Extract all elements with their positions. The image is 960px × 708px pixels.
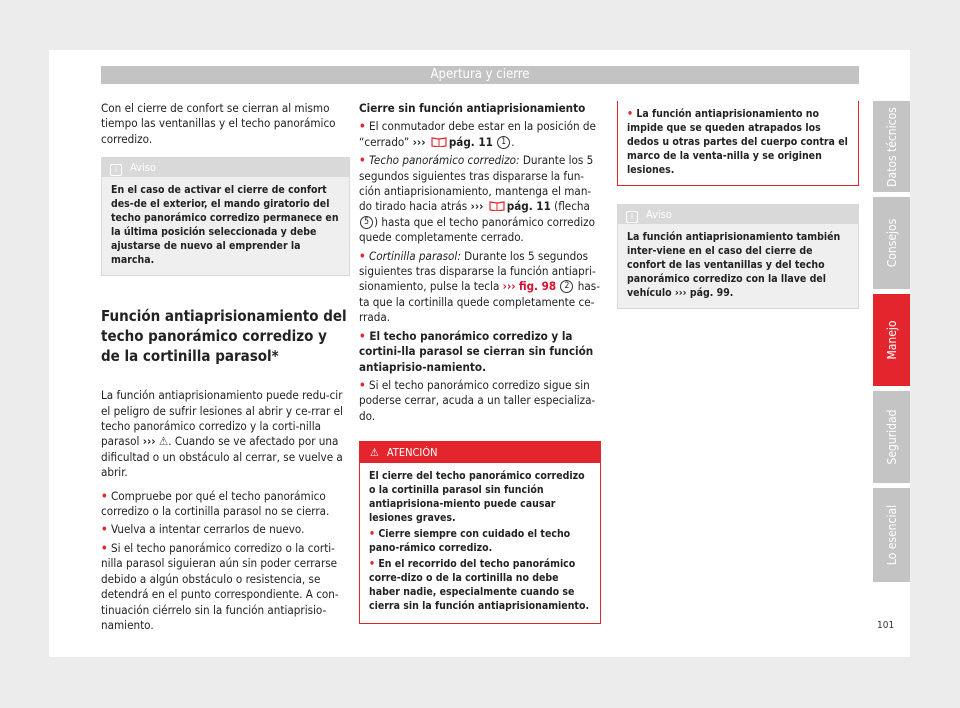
callout-number: 2 xyxy=(560,280,573,293)
callout-number: 1 xyxy=(497,136,510,149)
atencion-text: El cierre del techo panorámico corredizo o la cortinilla parasol sin función antiaprisiona-miento puede causar lesiones graves. xyxy=(369,470,585,525)
book-icon xyxy=(431,136,447,147)
bullet-text: En el recorrido del techo panorámico corre-dizo o de la cortinilla no debe haber nadie, especialmente cuando se cierra sin la función antiaprisionamiento. xyxy=(369,558,590,613)
atencion-header xyxy=(360,442,600,463)
info-icon: i xyxy=(626,211,638,223)
tab-label: Datos técnicos xyxy=(884,106,899,187)
aviso-title: Aviso xyxy=(130,161,156,175)
bullet-text: El conmutador debe estar en la posición de “cerrado” xyxy=(359,119,596,149)
bullet-icon: • xyxy=(101,540,108,555)
aviso-header xyxy=(618,205,858,224)
bullet-text: has-ta que la cortinilla quede completamente ce-rrada. xyxy=(359,279,600,325)
bullet-icon: • xyxy=(369,528,376,541)
column-3 xyxy=(617,101,859,309)
tab-lo-esencial[interactable] xyxy=(873,488,910,582)
bullet-item xyxy=(101,541,350,633)
bullet-item xyxy=(101,489,350,520)
arrows: ››› xyxy=(412,134,426,149)
column-2 xyxy=(359,101,601,624)
aviso-box xyxy=(101,157,350,276)
arrows: ››› xyxy=(142,434,156,449)
bullet-text: ) hasta que el techo panorámico corredizo quede completamente cerrado. xyxy=(359,214,595,245)
atencion-continuation xyxy=(617,101,859,186)
bullet-icon: • xyxy=(359,377,366,392)
aviso-box xyxy=(617,204,859,309)
p2-text-b: . Cuando se ve afectado por una dificultad o un obstáculo al cerrar, se vuelve a abrir. xyxy=(101,434,343,480)
bullet-text: Durante los 5 segundos siguientes tras dispararse la fun-ción antiaprisionamiento, mantenga el man-do tirado hacia atrás xyxy=(359,153,594,214)
bullet-lead: Techo panorámico corredizo: xyxy=(368,153,520,168)
atencion-title: ATENCIÓN xyxy=(386,446,438,460)
bullet-text: Vuelva a intentar cerrarlos de nuevo. xyxy=(110,522,305,537)
warning-triangle-icon: ⚠ xyxy=(370,446,379,460)
bullet-item: • El conmutador debe estar en la posición de “cerrado” ››› pág. 11 1 . xyxy=(359,119,596,149)
bullet-icon: • xyxy=(359,248,366,263)
info-icon: i xyxy=(110,164,122,176)
arrows: ››› xyxy=(674,287,687,299)
bullet-text: La función antiaprisionamiento no impide que se queden atrapados los dedos u otras partes del cuerpo contra el marco de la venta-nilla y se originen lesiones. xyxy=(627,108,848,176)
bullet-text: Si el techo panorámico corredizo sigue sin poderse cerrar, acuda a un taller especializa-do. xyxy=(359,377,596,423)
tab-manejo[interactable] xyxy=(873,294,910,386)
bullet-item xyxy=(359,329,601,375)
tab-label: Consejos xyxy=(884,218,899,268)
bullet-text: Durante los 5 segundos siguientes tras dispararse la función antiapri-sionamiento, pulse la tecla xyxy=(359,248,596,294)
bullet-text: Si el techo panorámico corredizo o la corti-nilla parasol siguieran aún sin poder cerrarse debido a algún obstáculo o resistencia, se detendrá en el punto correspondiente. A con-tinuación ciérrelo sin la función antiaprisio-namiento. xyxy=(101,540,339,632)
tab-label: Seguridad xyxy=(884,409,899,465)
callout-number: 5 xyxy=(360,216,373,229)
column-1 xyxy=(101,101,350,636)
tab-consejos[interactable] xyxy=(873,197,910,289)
tab-seguridad[interactable] xyxy=(873,391,910,483)
p2-text-a: La función antiaprisionamiento puede redu-cir el peligro de sufrir lesiones al abrir y ce-rrar el techo panorámico corredizo y la corti-nilla parasol xyxy=(101,388,343,449)
tab-datos-tecnicos[interactable] xyxy=(873,101,910,192)
atencion-continuation-body xyxy=(618,101,858,185)
bullet-item xyxy=(359,378,601,424)
arrows: ››› xyxy=(470,199,484,214)
bullet-text: (flecha xyxy=(550,199,590,214)
bullet-icon: • xyxy=(359,153,366,168)
page-ref-link[interactable]: pág. 11 xyxy=(448,134,493,149)
aviso-body xyxy=(618,224,858,308)
atencion-bullet xyxy=(369,527,591,555)
aviso-body: En el caso de activar el cierre de confort des-de el exterior, el mando giratorio del techo panorámico corredizo permanece en la última posición seleccionada y debe ajustarse de nuevo al emprender la marcha. xyxy=(111,184,339,267)
aviso-header xyxy=(102,158,349,177)
page-number: 101 xyxy=(877,620,895,631)
page-ref-link[interactable]: pág. 99 xyxy=(689,287,730,299)
intro-paragraph: Con el cierre de confort se cierran al mismo tiempo las ventanillas y el techo panorámico corredizo. xyxy=(101,101,336,146)
figure-ref-link[interactable]: fig. 98 xyxy=(518,279,557,294)
bullet-icon: • xyxy=(359,119,366,134)
atencion-body xyxy=(360,463,600,623)
page-ref-link[interactable]: pág. 11 xyxy=(506,199,551,214)
aviso-title: Aviso xyxy=(646,208,672,221)
section-title: Función antiaprisionamiento del techo panorámico corredizo y de la cortinilla parasol* xyxy=(101,307,347,366)
bullet-text: Cierre siempre con cuidado el techo pano-rámico corredizo. xyxy=(369,528,571,555)
bullet-icon: • xyxy=(101,488,108,503)
bullet-item xyxy=(359,249,601,326)
aviso-text: La función antiaprisionamiento también inter-viene en el caso del cierre de confort de las ventanillas y del techo panorámico corredizo con la llave del vehículo xyxy=(627,231,841,299)
bullet-icon: • xyxy=(359,328,366,343)
tab-label: Lo esencial xyxy=(884,504,899,566)
bullet-text: El techo panorámico corredizo y la cortini-lla parasol se cierran sin función antiaprisio-namiento. xyxy=(359,328,594,374)
tab-label: Manejo xyxy=(884,320,899,360)
subheading: Cierre sin función antiaprisionamiento xyxy=(359,101,586,115)
aviso-text-end: . xyxy=(729,287,734,299)
bullet-text: Compruebe por qué el techo panorámico corredizo o la cortinilla parasol no se cierra. xyxy=(101,488,330,519)
bullet-item xyxy=(101,522,350,537)
atencion-bullet xyxy=(369,557,591,613)
bullet-lead: Cortinilla parasol: xyxy=(368,248,461,263)
paragraph-2 xyxy=(101,388,350,480)
arrows: ››› xyxy=(502,279,516,294)
atencion-box xyxy=(359,441,601,624)
bullet-icon: • xyxy=(627,108,634,120)
bullet-icon: • xyxy=(101,522,108,537)
page-header: Apertura y cierre xyxy=(101,66,859,84)
book-icon xyxy=(489,200,505,211)
warning-triangle-icon: ⚠ xyxy=(158,434,169,449)
bullet-item xyxy=(359,153,601,245)
bullet-icon: • xyxy=(369,558,376,571)
